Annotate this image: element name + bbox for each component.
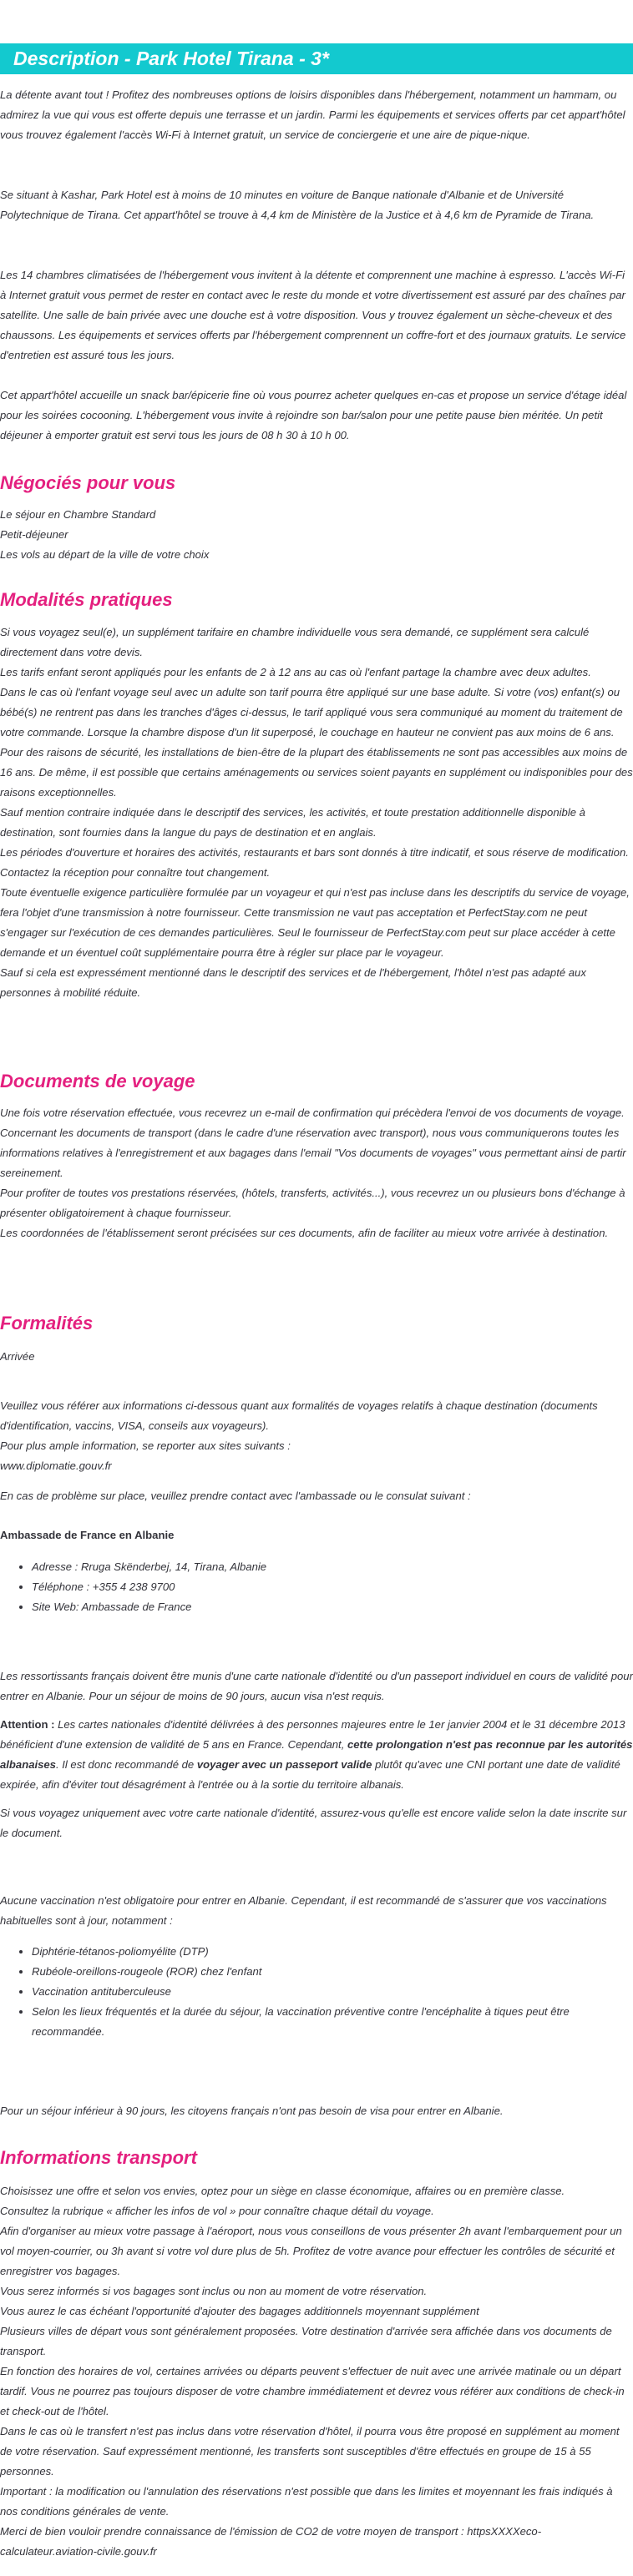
modalites-line: Les périodes d'ouverture et horaires des activités, restaurants et bars sont donnés à titre indicatif, et sous réserve de modification. Contactez la réception pour connaître tout changement.: [0, 846, 629, 879]
description-paragraph-4: Cet appart'hôtel accueille un snack bar/épicerie fine où vous pourrez acheter quelques en-cas et propose un service d'étage idéal pour les soirées cocooning. L'hébergement vous invite à rejoindre son bar/salon pour une petite pause bien méritée. Un petit déjeuner à emporter gratuit est servi tous les jours de 08 h 30 à 10 h 00.: [0, 389, 627, 441]
description-paragraph-1: La détente avant tout ! Profitez des nombreuses options de loisirs disponibles dans l'hébergement, notamment un hammam, ou admirez la vue qui vous est offerte depuis une terrasse et un jardin. Parmi les équipements et services offerts par cet appart'hôtel vous trouvez également l'accès Wi-Fi à Internet gratuit, un service de conciergerie et une aire de pique-nique.: [0, 88, 625, 141]
documents-heading: Documents de voyage: [0, 1071, 195, 1091]
modalites-line: Sauf mention contraire indiquée dans le descriptif des services, les activités, et toute prestation additionnelle disponible à destination, sont fournies dans la langue du pays de destination et en anglais.: [0, 806, 585, 839]
transport-line: Consultez la rubrique « afficher les infos de vol » pour connaître chaque détail du voyage.: [0, 2205, 434, 2217]
formalites-intro: [0, 1396, 633, 1476]
ambassade-list: [0, 1557, 633, 1617]
modalites-line: Dans le cas où l'enfant voyage seul avec un adulte son tarif pourra être appliqué sur une base adulte. Si votre (vos) enfant(s) ou bébé(s) ne rentrent pas dans les tranches d'âges ci-dessus, le tarif appliqué vous sera communiqué au moment du traitement de votre commande. Lorsque la chambre dispose d'un lit superposé, le couchage en hauteur ne convient pas aux moins de 6 ans.: [0, 686, 623, 739]
formalites-probleme: En cas de problème sur place, veuillez prendre contact avec l'ambassade ou le consulat suivant :: [0, 1490, 471, 1502]
documents-line: Concernant les documents de transport (dans le cadre d'une réservation avec transport), nous vous communiquerons toutes les informations relatives à l'enregistrement et aux bagages dans l'email "Vos documents de voyages" vous permettant ainsi de partir sereinement.: [0, 1127, 626, 1179]
negocies-item: Petit-déjeuner: [0, 528, 68, 541]
transport-line: Vous aurez le cas échéant l'opportunité d'ajouter des bagages additionnels moyennant supplément: [0, 2305, 479, 2317]
modalites-text: [0, 623, 633, 1003]
formalites-heading: Formalités: [0, 1313, 94, 1333]
modalites-line: Si vous voyagez seul(e), un supplément tarifaire en chambre individuelle vous sera demandé, ce supplément sera calculé directement dans votre devis.: [0, 626, 590, 658]
ambassade-item: • Adresse : Rruga Skënderbej, 14, Tirana, Albanie: [32, 1557, 633, 1577]
ambassade-item: • Site Web: Ambassade de France: [32, 1597, 633, 1617]
formalites-ressortissants: Les ressortissants français doivent être munis d'une carte nationale d'identité ou d'un passeport individuel en cours de validité pour entrer en Albanie. Pour un séjour de moins de 90 jours, aucun visa n'est requis.: [0, 1670, 633, 1702]
ambassade-title: Ambassade de France en Albanie: [0, 1529, 175, 1541]
transport-heading: Informations transport: [0, 2147, 197, 2168]
description-paragraph-2: Se situant à Kashar, Park Hotel est à moins de 10 minutes en voiture de Banque nationale d'Albanie et de Université Polytechnique de Tirana. Cet appart'hôtel se trouve à 4,4 km de Ministère de la Justice et à 4,6 km de Pyramide de Tirana.: [0, 189, 595, 221]
transport-line: Choisissez une offre et selon vos envies, optez pour un siège en classe économique, affaires ou en première classe.: [0, 2185, 565, 2197]
transport-line: En fonction des horaires de vol, certaines arrivées ou départs peuvent s'effectuer de nuit avec une arrivée matinale ou un départ tardif. Vous ne pourrez pas toujours disposer de votre chambre immédiatement et devrez vous référer aux conditions de check-in et check-out de l'hôtel.: [0, 2365, 625, 2417]
attention-text: . Il est donc recommandé de: [55, 1758, 197, 1771]
negocies-item: Les vols au départ de la ville de votre choix: [0, 548, 210, 561]
vaccin-item: • Vaccination antituberculeuse: [32, 1982, 633, 2002]
documents-line: Les coordonnées de l'établissement seront précisées sur ces documents, afin de faciliter au mieux votre arrivée à destination.: [0, 1227, 609, 1239]
documents-text: [0, 1103, 633, 1243]
vaccin-item: • Diphtérie-tétanos-poliomyélite (DTP): [32, 1942, 633, 1962]
attention-label: Attention :: [0, 1718, 55, 1731]
transport-line: Dans le cas où le transfert n'est pas inclus dans votre réservation d'hôtel, il pourra vous être proposé en supplément au moment de votre réservation. Sauf expressément mentionné, les transferts sont susceptibles d'être effectués en groupe de 15 à 55 personnes.: [0, 2425, 620, 2478]
attention-bold-2: voyager avec un passeport valide: [196, 1758, 372, 1771]
transport-line: Afin d'organiser au mieux votre passage à l'aéroport, nous vous conseillons de vous présenter 2h avant l'embarquement pour un vol moyen-courrier, ou 3h avant si votre vol dure plus de 5h. Profitez de votre avance pour effectuer les contrôles de sécurité et enregistrer vos bagages.: [0, 2225, 622, 2277]
negocies-list: [0, 505, 633, 565]
description-paragraph-3: Les 14 chambres climatisées de l'hébergement vous invitent à la détente et comprennent une machine à espresso. L'accès Wi-Fi à Internet gratuit vous permet de rester en contact avec le reste du monde et votre divertissement est assuré par des chaînes par satellite. Une salle de bain privée avec une douche est à votre disposition. Vous y trouvez également un sèche-cheveux et des chaussons. Les équipements et services offerts par l'hébergement comprennent un coffre-fort et des journaux gratuits. Le service d'entretien est assuré tous les jours.: [0, 269, 626, 361]
transport-text: [0, 2181, 633, 2562]
documents-line: Une fois votre réservation effectuée, vous recevrez un e-mail de confirmation qui précèdera l'envoi de vos documents de voyage.: [0, 1107, 625, 1119]
formalites-visa: Pour un séjour inférieur à 90 jours, les citoyens français n'ont pas besoin de visa pour entrer en Albanie.: [0, 2105, 504, 2117]
vaccin-item: • Selon les lieux fréquentés et la durée du séjour, la vaccination préventive contre l'encéphalite à tiques peut être recommandée.: [32, 2002, 633, 2042]
attention-text: plutôt qu'avec une CNI portant une date de validité expirée, afin d'éviter tout désagrément à l'entrée ou à la sortie du territoire albanais.: [0, 1758, 620, 1791]
modalites-line: Sauf si cela est expressément mentionné dans le descriptif des services et de l'hébergement, l'hôtel n'est pas adapté aux personnes à mobilité réduite.: [0, 966, 586, 999]
modalites-line: Pour des raisons de sécurité, les installations de bien-être de la plupart des établissements ne sont pas accessibles aux moins de 16 ans. De même, il est possible que certains aménagements ou services soient payants en supplément ou indisponibles pour des raisons exceptionnelles.: [0, 746, 633, 799]
formalites-arrivee: Arrivée: [0, 1350, 35, 1363]
vaccin-item: • Rubéole-oreillons-rougeole (ROR) chez l'enfant: [32, 1962, 633, 1982]
attention-text: Les cartes nationales d'identité délivrées à des personnes majeures entre le 1er janvier 2004 et le 31 décembre 2013 bénéficient d'une extension de validité de 5 ans en France. Cependant,: [0, 1718, 625, 1751]
transport-line: Vous serez informés si vos bagages sont inclus ou non au moment de votre réservation.: [0, 2285, 428, 2297]
attention-bold-1: cette prolongation n'est pas reconnue par les autorités albanaises: [0, 1738, 633, 1771]
formalites-autre-carte: Si vous voyagez uniquement avec votre carte nationale d'identité, assurez-vous qu'elle est encore valide selon la date inscrite sur le document.: [0, 1807, 627, 1839]
documents-line: Pour profiter de toutes vos prestations réservées, (hôtels, transferts, activités...), vous recevrez un ou plusieurs bons d'échange à présenter obligatoirement à chaque fournisseur.: [0, 1187, 625, 1219]
transport-line: Plusieurs villes de départ vous sont généralement proposées. Votre destination d'arrivée sera affichée dans vos documents de transport.: [0, 2325, 612, 2357]
transport-line: Important : la modification ou l'annulation des réservations n'est possible que dans les limites et moyennant les frais indiqués à nos conditions générales de vente.: [0, 2485, 613, 2518]
formalites-intro-line: Veuillez vous référer aux informations ci-dessous quant aux formalités de voyages relatifs à chaque destination (documents d'identification, vaccins, VISA, conseils aux voyageurs).: [0, 1399, 598, 1432]
formalites-vaccination: Aucune vaccination n'est obligatoire pour entrer en Albanie. Cependant, il est recommandé de s'assurer que vos vaccinations habituelles sont à jour, notamment :: [0, 1894, 607, 1927]
vaccins-list: [0, 1942, 633, 2042]
diplomatie-link[interactable]: www.diplomatie.gouv.fr: [0, 1459, 112, 1472]
negocies-heading: Négociés pour vous: [0, 472, 176, 493]
co2-link-line[interactable]: Merci de bien vouloir prendre connaissance de l'émission de CO2 de votre moyen de transport : httpsXXXXeco-calculateur.aviation-civile.gouv.fr: [0, 2525, 542, 2558]
formalites-attention: [0, 1715, 633, 1795]
modalites-line: Toute éventuelle exigence particulière formulée par un voyageur et qui n'est pas incluse dans les descriptifs du service de voyage, fera l'objet d'une transmission à notre fournisseur. Cette transmission ne vaut pas acceptation et PerfectStay.com ne peut s'engager sur l'exécution de ces demandes particulières. Seul le fournisseur de PerfectStay.com peut sur place accéder à cette demande et un éventuel coût supplémentaire pourra être à régler sur place par le voyageur.: [0, 886, 630, 959]
page-title: Description - Park Hotel Tirana - 3*: [13, 48, 329, 69]
ambassade-item: • Téléphone : +355 4 238 9700: [32, 1577, 633, 1597]
formalites-intro-line: Pour plus ample information, se reporter aux sites suivants :: [0, 1439, 291, 1452]
modalites-heading: Modalités pratiques: [0, 589, 173, 610]
modalites-line: Les tarifs enfant seront appliqués pour les enfants de 2 à 12 ans au cas où l'enfant partage la chambre avec deux adultes.: [0, 666, 591, 678]
negocies-item: Le séjour en Chambre Standard: [0, 508, 156, 521]
